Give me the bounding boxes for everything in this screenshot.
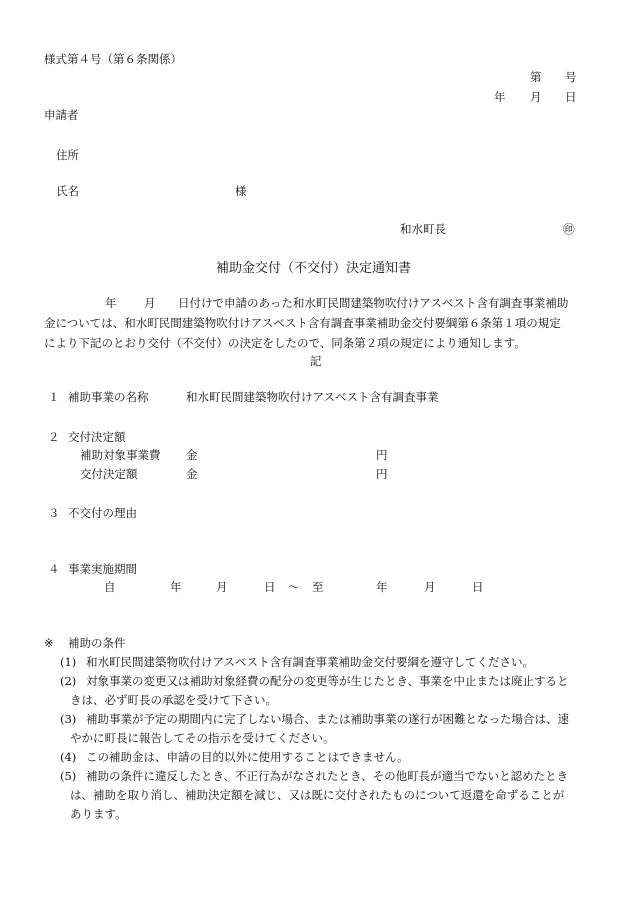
item1-label: 補助事業の名称 bbox=[68, 390, 149, 404]
condition-3-num: (3) bbox=[60, 712, 77, 726]
item4-year2: 年 bbox=[376, 580, 388, 594]
item2-sub2-yen: 円 bbox=[376, 467, 388, 481]
body-line3: により下記のとおり交付（不交付）の決定をしたので、同条第２項の規定により通知します。 bbox=[44, 336, 526, 350]
item4-tilde: ～ bbox=[288, 580, 300, 594]
item4-to: 至 bbox=[312, 580, 324, 594]
condition-2-num: (2) bbox=[60, 674, 77, 688]
doc-number-dai: 第 bbox=[530, 70, 542, 84]
body-line1: 日付けで申請のあった和水町民間建築物吹付けアスベスト含有調査事業補助 bbox=[178, 296, 569, 310]
item3-num: ３ bbox=[48, 506, 60, 520]
item2-label: 交付決定額 bbox=[68, 430, 126, 444]
item3-label: 不交付の理由 bbox=[68, 506, 137, 520]
condition-2-line1: 対象事業の変更又は補助対象経費の配分の変更等が生じたとき、事業を中止または廃止すると bbox=[86, 674, 569, 688]
body-line2: 金については、和水町民間建築物吹付けアスベスト含有調査事業補助金交付要綱第６条第１項の規定 bbox=[44, 316, 561, 330]
item4-num: ４ bbox=[48, 562, 60, 576]
item4-month2: 月 bbox=[424, 580, 436, 594]
issuer-title: 和水町長 bbox=[400, 222, 446, 236]
date-month: 月 bbox=[530, 90, 542, 104]
conditions-heading: 補助の条件 bbox=[68, 636, 126, 650]
condition-3-line2: やかに町長に報告してその指示を受けてください。 bbox=[70, 731, 335, 745]
seal-mark: ㊞ bbox=[563, 222, 575, 236]
conditions-mark: ※ bbox=[44, 636, 54, 650]
item2-sub1-label: 補助対象事業費 bbox=[80, 448, 161, 462]
condition-4-text: この補助金は、申請の目的以外に使用することはできません。 bbox=[86, 750, 409, 764]
condition-2-line2: きは、必ず町長の承認を受けて下さい。 bbox=[70, 693, 277, 707]
body-year: 年 bbox=[105, 296, 117, 310]
condition-5-line1: 補助の条件に違反したとき、不正行為がなされたとき、その他町長が適当でないと認めたとき bbox=[86, 769, 569, 783]
item4-day2: 日 bbox=[472, 580, 484, 594]
item4-from: 自 bbox=[104, 580, 116, 594]
applicant-label: 申請者 bbox=[44, 108, 79, 122]
date-year: 年 bbox=[494, 90, 506, 104]
form-label: 様式第４号（第６条関係） bbox=[44, 52, 182, 66]
item4-month1: 月 bbox=[216, 580, 228, 594]
item1-num: １ bbox=[48, 390, 60, 404]
condition-4-num: (4) bbox=[60, 750, 77, 764]
item4-year1: 年 bbox=[170, 580, 182, 594]
body-month: 月 bbox=[144, 296, 156, 310]
condition-1-text: 和水町民間建築物吹付けアスベスト含有調査事業補助金交付要綱を遵守してください。 bbox=[86, 655, 535, 669]
item2-sub1-yen: 円 bbox=[376, 448, 388, 462]
condition-5-line2: は、補助を取り消し、補助決定額を減じ、又は既に交付されたものについて返還を命ずることが bbox=[70, 788, 565, 802]
item1-value: 和水町民間建築物吹付けアスベスト含有調査事業 bbox=[186, 390, 439, 404]
condition-1-num: (1) bbox=[60, 655, 77, 669]
item4-day1: 日 bbox=[264, 580, 276, 594]
honorific: 様 bbox=[235, 184, 247, 198]
condition-3-line1: 補助事業が予定の期間内に完了しない場合、または補助事業の遂行が困難となった場合は、速 bbox=[86, 712, 569, 726]
doc-number-go: 号 bbox=[565, 70, 577, 84]
document-title: 補助金交付（不交付）決定通知書 bbox=[216, 261, 412, 276]
condition-5-line3: あります。 bbox=[70, 807, 127, 821]
item4-label: 事業実施期間 bbox=[68, 562, 137, 576]
address-label: 住所 bbox=[56, 148, 79, 162]
date-day: 日 bbox=[565, 90, 577, 104]
item2-sub2-label: 交付決定額 bbox=[80, 467, 138, 481]
item2-sub2-kin: 金 bbox=[186, 467, 198, 481]
condition-5-num: (5) bbox=[60, 769, 77, 783]
ki-mark: 記 bbox=[310, 354, 322, 368]
name-label: 氏名 bbox=[56, 184, 79, 198]
item2-sub1-kin: 金 bbox=[186, 448, 198, 462]
item2-num: ２ bbox=[48, 430, 60, 444]
